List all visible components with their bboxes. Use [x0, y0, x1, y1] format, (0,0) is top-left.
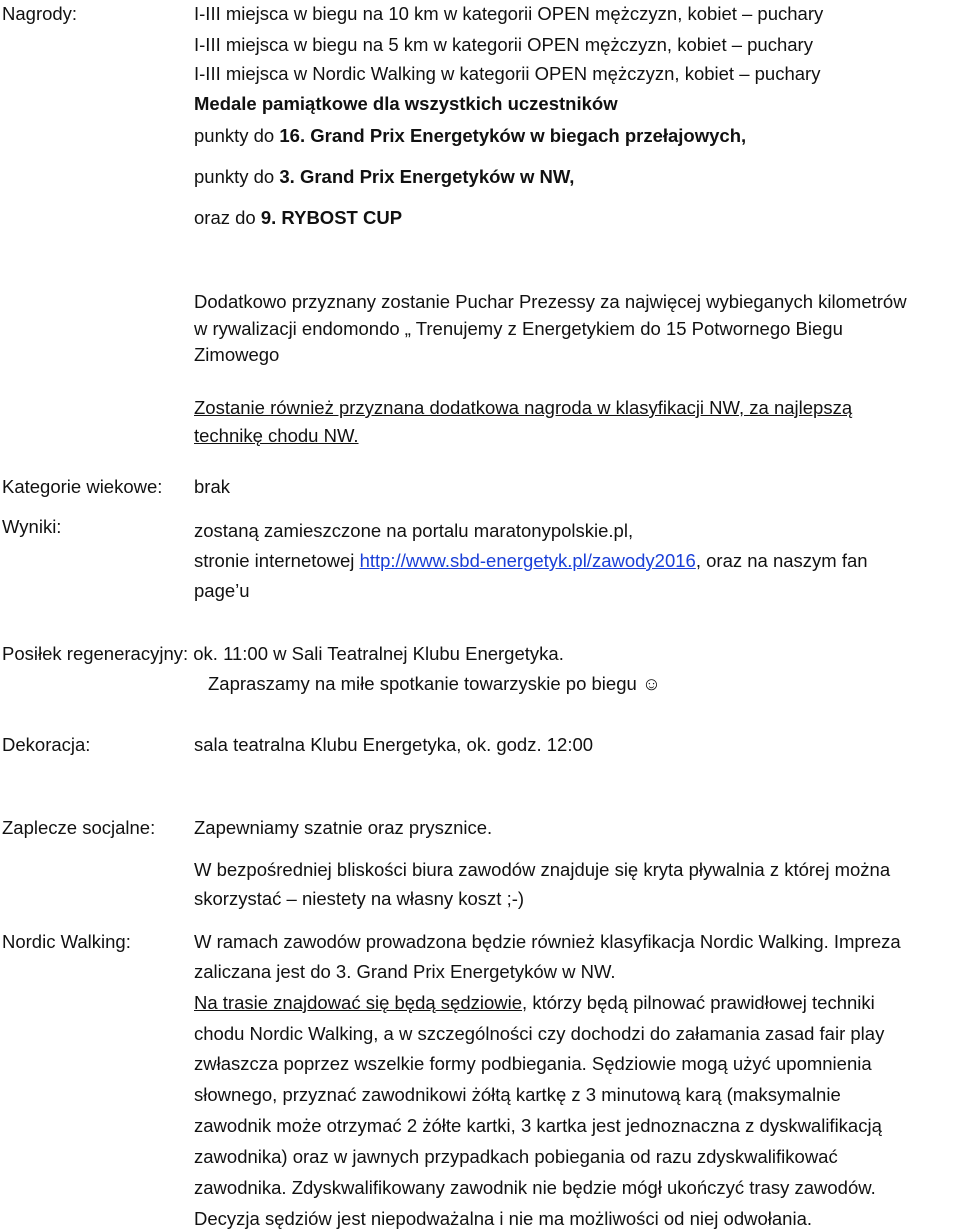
- judges-rest: , którzy będą pilnować prawidłowej techniki: [522, 992, 875, 1013]
- nordic-line: słownego, przyznać zawodnikowi żółtą kartkę z 3 minutową karą (maksymalnie: [194, 1084, 841, 1105]
- nordic-line: zawodnik może otrzymać 2 żółte kartki, 3 kartka jest jednoznaczna z dyskwalifikacją: [194, 1115, 882, 1136]
- nordic-line: [194, 992, 875, 1014]
- invitation-text: Zapraszamy na miłe spotkanie towarzyskie po biegu: [208, 673, 637, 694]
- kategorie-label: Kategorie wiekowe:: [2, 476, 163, 497]
- nw-prize-line: Zostanie również przyznana dodatkowa nagroda w klasyfikacji NW, za najlepszą: [194, 397, 853, 418]
- prize-line: I-III miejsca w biegu na 5 km w kategorii OPEN mężczyzn, kobiet – puchary: [194, 34, 813, 55]
- wyniki-line: [194, 550, 868, 572]
- dekoracja-label: Dekoracja:: [2, 734, 91, 755]
- nordic-label: Nordic Walking:: [2, 931, 131, 952]
- wyniki-line: zostaną zamieszczone na portalu maratonypolskie.pl,: [194, 520, 634, 541]
- wyniki-suffix: , oraz na naszym fan: [695, 550, 868, 571]
- extra-prize-line: Dodatkowo przyznany zostanie Puchar Prezessy za najwięcej wybieganych kilometrów: [194, 291, 907, 312]
- nordic-line: Decyzja sędziów jest niepodważalna i nie ma możliwości od niej odwołania.: [194, 1208, 813, 1229]
- points-prefix: oraz do: [194, 207, 261, 228]
- points-bold: 16. Grand Prix Energetyków w biegach przełajowych,: [279, 125, 747, 146]
- points-line-3: [194, 207, 402, 229]
- zaplecze-line: skorzystać – niestety na własny koszt ;-): [194, 888, 525, 909]
- wyniki-line: page’u: [194, 580, 250, 601]
- nordic-line: zawodnika. Zdyskwalifikowany zawodnik nie będzie mógł ukończyć trasy zawodów.: [194, 1177, 876, 1198]
- nw-prize-line: technikę chodu NW.: [194, 425, 359, 446]
- points-line-2: [194, 166, 574, 188]
- extra-prize-line: Zimowego: [194, 344, 280, 365]
- prize-line: I-III miejsca w Nordic Walking w kategorii OPEN mężczyzn, kobiet – puchary: [194, 63, 821, 84]
- zaplecze-line: Zapewniamy szatnie oraz prysznice.: [194, 817, 493, 838]
- results-link[interactable]: http://www.sbd-energetyk.pl/zawody2016: [359, 550, 696, 571]
- nordic-line: chodu Nordic Walking, a w szczególności czy dochodzi do załamania zasad fair play: [194, 1023, 885, 1044]
- wyniki-label: Wyniki:: [2, 516, 62, 537]
- nagrody-label: Nagrody:: [2, 3, 78, 24]
- dekoracja-value: sala teatralna Klubu Energetyka, ok. godz. 12:00: [194, 734, 594, 755]
- wyniki-prefix: stronie internetowej: [194, 550, 360, 571]
- points-prefix: punkty do: [194, 166, 280, 187]
- smiley-icon: ☺: [641, 673, 661, 694]
- prize-line: I-III miejsca w biegu na 10 km w kategorii OPEN mężczyzn, kobiet – puchary: [194, 3, 824, 24]
- zaplecze-label: Zaplecze socjalne:: [2, 817, 156, 838]
- points-line-1: [194, 125, 746, 147]
- nordic-line: zawodnika) oraz w jawnych przypadkach pobiegania od razu zdyskwalifikować: [194, 1146, 838, 1167]
- medals-line: Medale pamiątkowe dla wszystkich uczestników: [194, 93, 618, 114]
- points-prefix: punkty do: [194, 125, 280, 146]
- kategorie-value: brak: [194, 476, 230, 497]
- invitation-line: [208, 673, 661, 695]
- points-bold: 9. RYBOST CUP: [260, 207, 403, 228]
- nordic-line: zwłaszcza poprzez wszelkie formy podbiegania. Sędziowie mogą użyć upomnienia: [194, 1053, 872, 1074]
- nordic-line: W ramach zawodów prowadzona będzie również klasyfikacja Nordic Walking. Impreza: [194, 931, 901, 952]
- judges-underlined: Na trasie znajdować się będą sędziowie: [194, 992, 523, 1013]
- extra-prize-line: w rywalizacji endomondo „ Trenujemy z Energetykiem do 15 Potwornego Biegu: [194, 318, 843, 339]
- zaplecze-line: W bezpośredniej bliskości biura zawodów znajduje się kryta pływalnia z której można: [194, 859, 891, 880]
- nordic-line: zaliczana jest do 3. Grand Prix Energetyków w NW.: [194, 961, 616, 982]
- points-bold: 3. Grand Prix Energetyków w NW,: [279, 166, 575, 187]
- posilek-line: Posiłek regeneracyjny: ok. 11:00 w Sali Teatralnej Klubu Energetyka.: [2, 643, 564, 664]
